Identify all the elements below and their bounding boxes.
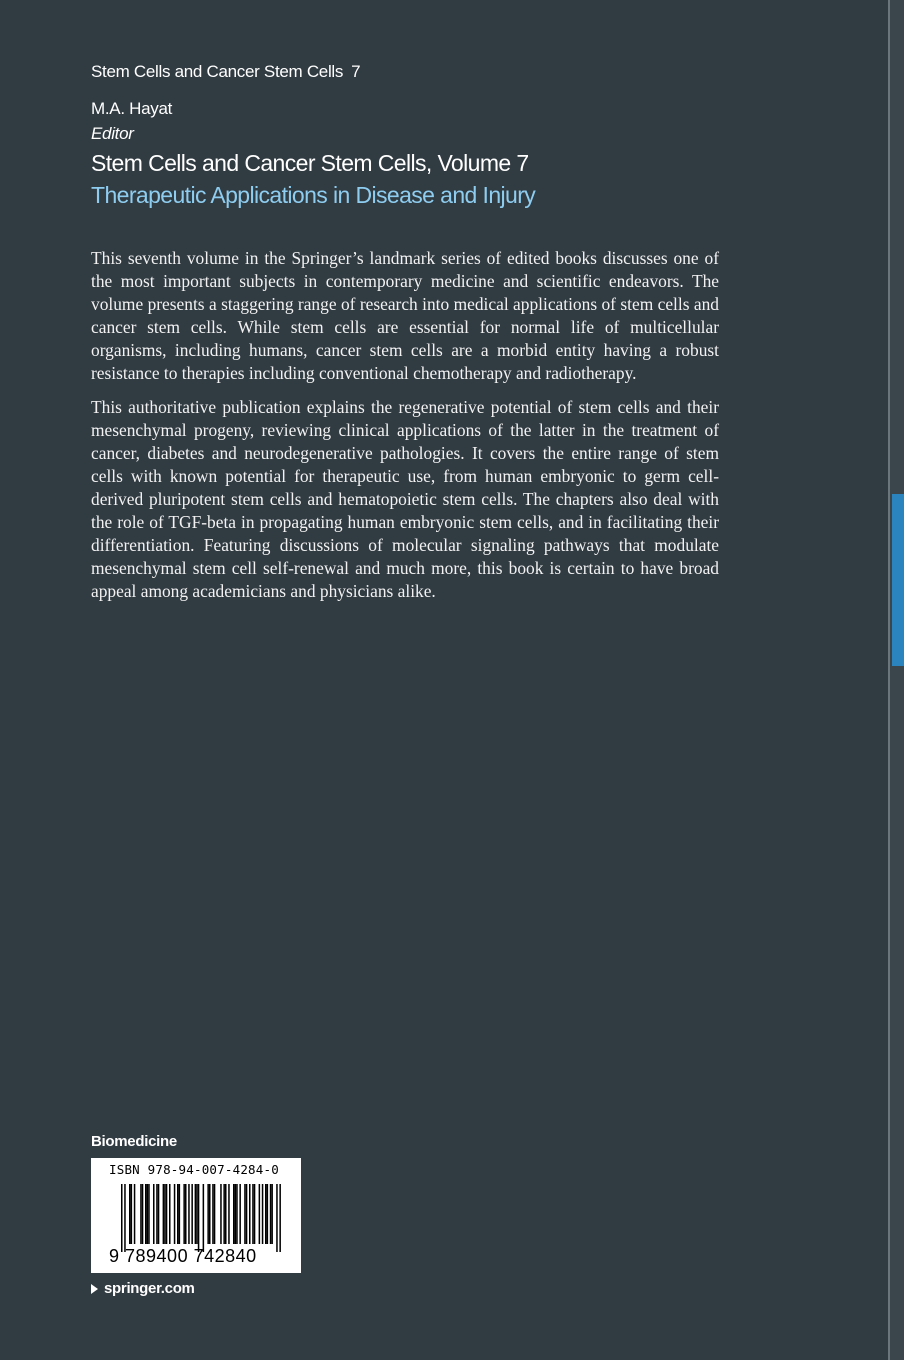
author-name: M.A. Hayat xyxy=(91,99,173,118)
website-link[interactable] xyxy=(91,1280,195,1297)
description-paragraph-1: This seventh volume in the Springer’s landmark series of edited books discusses one of the most important subjects in contemporary medicine and scientific endeavors. The volume presents a staggering range of research into medical applications of stem cells and cancer stem cells. While stem cells are essential for normal life of multicellular organisms, including humans, cancer stem cells are a morbid entity having a robust resistance to therapies including conventional chemotherapy and radiotherapy. xyxy=(91,248,719,383)
series-name: Stem Cells and Cancer Stem Cells xyxy=(91,62,344,81)
website-label: springer.com xyxy=(104,1280,195,1297)
category-label: Biomedicine xyxy=(91,1133,177,1150)
isbn-barcode xyxy=(91,1158,301,1273)
series-number: 7 xyxy=(351,62,361,81)
barcode-bars xyxy=(121,1184,281,1252)
description-paragraph-2: This authoritative publication explains the regenerative potential of stem cells and their mesenchymal progeny, reviewing clinical applications of the latter in the treatment of cancer, diabetes and neurodegenerative pathologies. It covers the entire range of stem cells with known potential for therapeutic use, from human embryonic to germ cell-derived pluripotent stem cells and hematopoietic stem cells. The chapters also deal with the role of TGF-beta in propagating human embryonic stem cells, and in facilitating their differentiation. Featuring discussions of molecular signaling pathways that modulate mesenchymal stem cell self-renewal and much more, this book is certain to have broad appeal among academicians and physicians alike. xyxy=(91,397,719,601)
series-line xyxy=(91,62,360,82)
book-subtitle: Therapeutic Applications in Disease and Injury xyxy=(91,182,536,208)
book-spine-edge xyxy=(888,0,904,1360)
spine-accent-stripe xyxy=(892,494,904,666)
description xyxy=(91,247,719,614)
book-title: Stem Cells and Cancer Stem Cells, Volume 7 xyxy=(91,150,529,176)
arrow-right-icon xyxy=(91,1284,98,1294)
author-role: Editor xyxy=(91,124,134,143)
barcode-digits: 9 789400 742840 xyxy=(109,1246,257,1266)
isbn-label: ISBN 978-94-007-4284-0 xyxy=(109,1162,279,1177)
